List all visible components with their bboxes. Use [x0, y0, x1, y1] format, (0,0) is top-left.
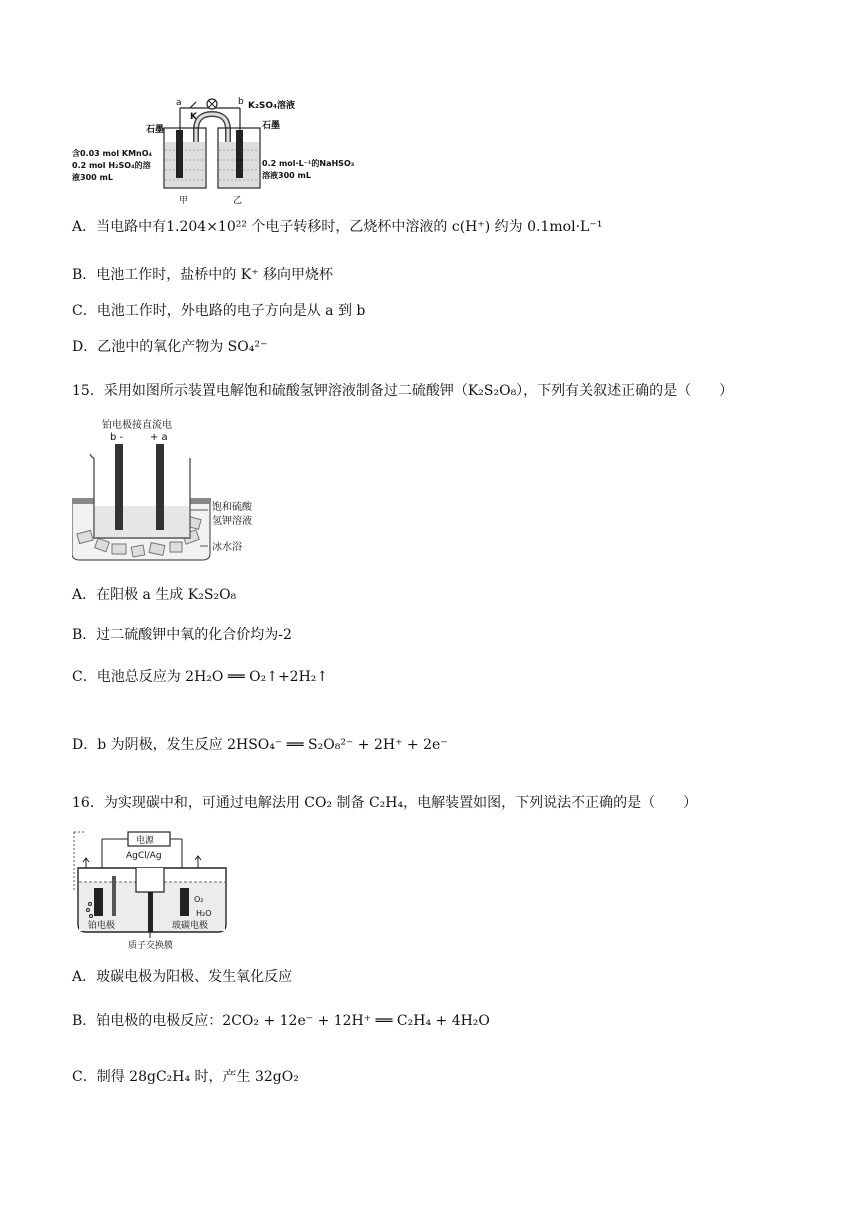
beaker-yi-label: 乙	[233, 196, 243, 206]
platinum-electrode	[94, 888, 103, 916]
left-solution-line-1: 含0.03 mol KMnO₄	[72, 149, 153, 158]
q14-option-d: D．乙池中的氧化产物为 SO₄²⁻	[72, 339, 268, 355]
terminal-b-label: b	[238, 97, 244, 107]
h2o-label: H₂O	[196, 909, 212, 918]
q14-option-a: A．当电路中有1.204×10²² 个电子转移时，乙烧杯中溶液的 c(H⁺) 约为 0.1mol·L⁻¹	[72, 219, 603, 235]
q15-option-d: D．b 为阴极，发生反应 2HSO₄⁻ ══ S₂O₈²⁻ + 2H⁺ + 2e⁻	[72, 737, 448, 753]
q14-option-b: B．电池工作时，盐桥中的 K⁺ 移向甲烧杯	[72, 267, 334, 283]
q16-option-c: C．制得 28gC₂H₄ 时，产生 32gO₂	[72, 1069, 299, 1085]
co2-electrolysis-figure	[72, 828, 232, 954]
power-source-label: 电源	[136, 836, 155, 846]
anode-a-label: + a	[150, 432, 168, 443]
beaker-jia-label: 甲	[179, 196, 189, 206]
q16-option-a: A．玻碳电极为阳极、发生氧化反应	[72, 969, 293, 985]
anode-a-electrode	[156, 444, 164, 530]
o2-label: O₂	[194, 895, 204, 904]
right-solution-line-2: 溶液300 mL	[262, 171, 311, 180]
switch-k-label: K	[190, 112, 197, 122]
q15-stem: 15．采用如图所示装置电解饱和硫酸氢钾溶液制备过二硫酸钾（K₂S₂O₈），下列有关叙述正确的是（ ）	[72, 383, 734, 399]
dc-power-label: 铂电极接直流电	[102, 420, 172, 431]
q15-option-a: A．在阳极 a 生成 K₂S₂O₈	[72, 587, 237, 603]
platinum-electrode-label: 铂电极	[88, 921, 116, 931]
salt-bridge-label: K₂SO₄溶液	[248, 101, 295, 111]
graphite-left-label: 石墨	[146, 125, 165, 135]
q15-option-b: B．过二硫酸钾中氧的化合价均为-2	[72, 627, 292, 643]
galvanic-cell-figure	[72, 92, 372, 210]
right-solution-line-1: 0.2 mol·L⁻¹的NaHSO₃	[262, 159, 355, 168]
ice-bath-label: 冰水浴	[212, 542, 242, 553]
q16-stem: 16．为实现碳中和，可通过电解法用 CO₂ 制备 C₂H₄，电解装置如图，下列说法不正确的是（ ）	[72, 795, 698, 811]
reference-electrode-label: AgCl/Ag	[126, 851, 162, 861]
q14-option-c: C．电池工作时，外电路的电子方向是从 a 到 b	[72, 303, 366, 319]
cathode-b-electrode	[115, 444, 123, 530]
proton-exchange-membrane	[148, 892, 153, 932]
left-solution-line-2: 0.2 mol H₂SO₄的溶	[72, 161, 151, 170]
left-solution-line-3: 液300 mL	[72, 173, 113, 182]
glassy-carbon-label: 玻碳电极	[172, 921, 209, 931]
q16-option-b: B．铂电极的电极反应：2CO₂ + 12e⁻ + 12H⁺ ══ C₂H₄ + 4H₂O	[72, 1013, 490, 1029]
terminal-a-label: a	[176, 98, 182, 108]
graphite-right-label: 石墨	[262, 121, 281, 131]
solution-label-line-1: 饱和硫酸	[212, 502, 252, 513]
graphite-electrode-left	[176, 130, 183, 178]
cathode-b-label: b -	[110, 432, 124, 443]
solution-label-line-2: 氢钾溶液	[212, 516, 252, 527]
graphite-electrode-right	[236, 130, 243, 178]
membrane-label: 质子交换膜	[128, 941, 174, 951]
glassy-carbon-electrode	[180, 888, 189, 916]
q15-option-c: C．电池总反应为 2H₂O ══ O₂↑+2H₂↑	[72, 669, 329, 685]
electrolysis-ice-bath-figure	[72, 414, 312, 564]
